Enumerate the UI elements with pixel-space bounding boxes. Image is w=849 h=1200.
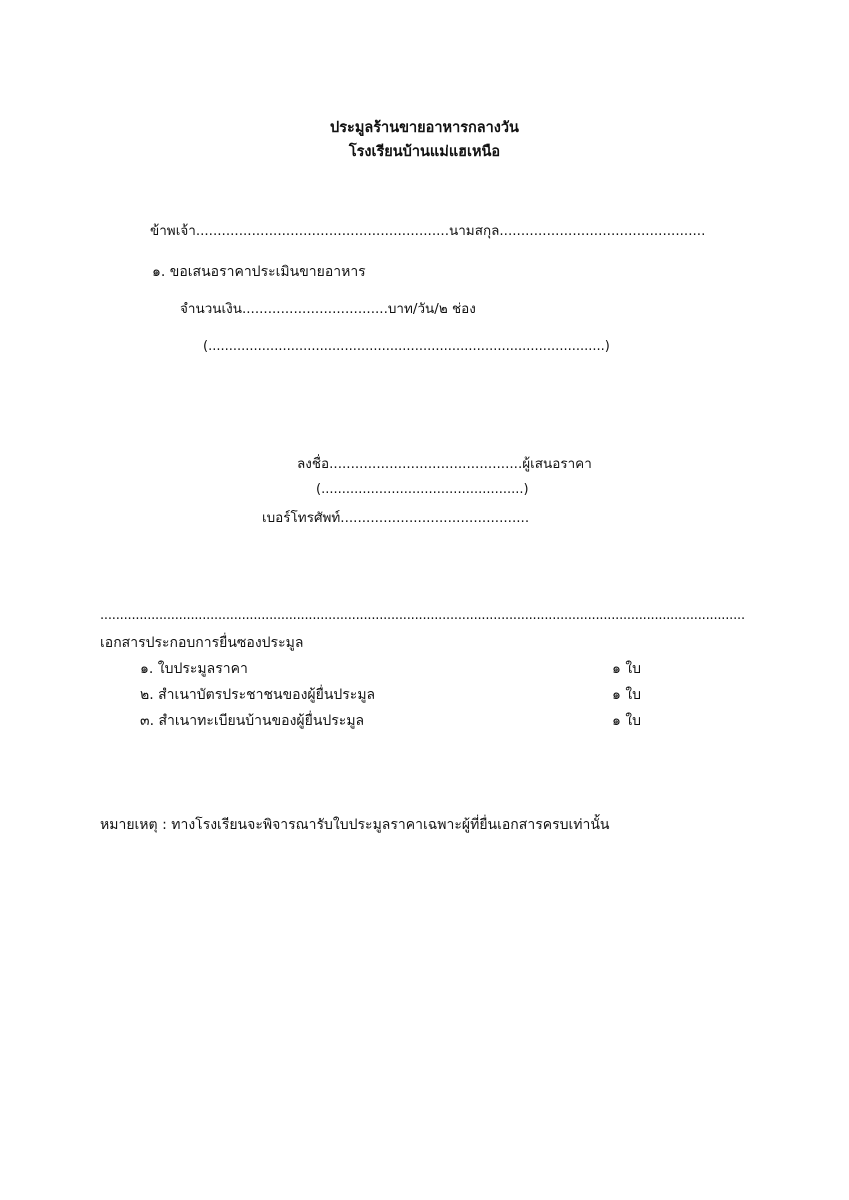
item-1-offer: ๑. ขอเสนอราคาประเมินขายอาหาร [152, 264, 366, 280]
name-line: ข้าพเจ้า...........................................................นามสกุล................................................ [150, 223, 706, 239]
amount-line: จำนวนเงิน..................................บาท/วัน/๒ ช่อง [180, 301, 476, 317]
note-text: หมายเหตุ : ทางโรงเรียนจะพิจารณารับใบประมูลราคาเฉพาะผู้ที่ยื่นเอกสารครบเท่านั้น [100, 817, 610, 833]
signature-name-line: (.................................................) [316, 482, 529, 497]
document-item-qty: ๑ ใบ [612, 713, 642, 729]
documents-heading: เอกสารประกอบการยื่นซองประมูล [100, 635, 304, 651]
document-item-label: ๒. สำเนาบัตรประชาชนของผู้ยื่นประมูล [140, 687, 376, 703]
school-name: โรงเรียนบ้านแม่แฮเหนือ [348, 144, 501, 160]
amount-in-words-line: (................................................................................................) [203, 339, 610, 354]
document-title: ประมูลร้านขายอาหารกลางวัน [330, 120, 519, 136]
phone-line: เบอร์โทรศัพท์............................................ [262, 510, 530, 526]
document-item-qty: ๑ ใบ [612, 687, 642, 703]
document-item-label: ๓. สำเนาทะเบียนบ้านของผู้ยื่นประมูล [140, 713, 365, 729]
document-item-qty: ๑ ใบ [612, 661, 642, 677]
document-item-label: ๑. ใบประมูลราคา [140, 661, 248, 677]
divider-dotted-line: .................................................................................................................................................................... [100, 608, 745, 623]
signature-line: ลงชื่อ.............................................ผู้เสนอราคา [297, 456, 592, 472]
